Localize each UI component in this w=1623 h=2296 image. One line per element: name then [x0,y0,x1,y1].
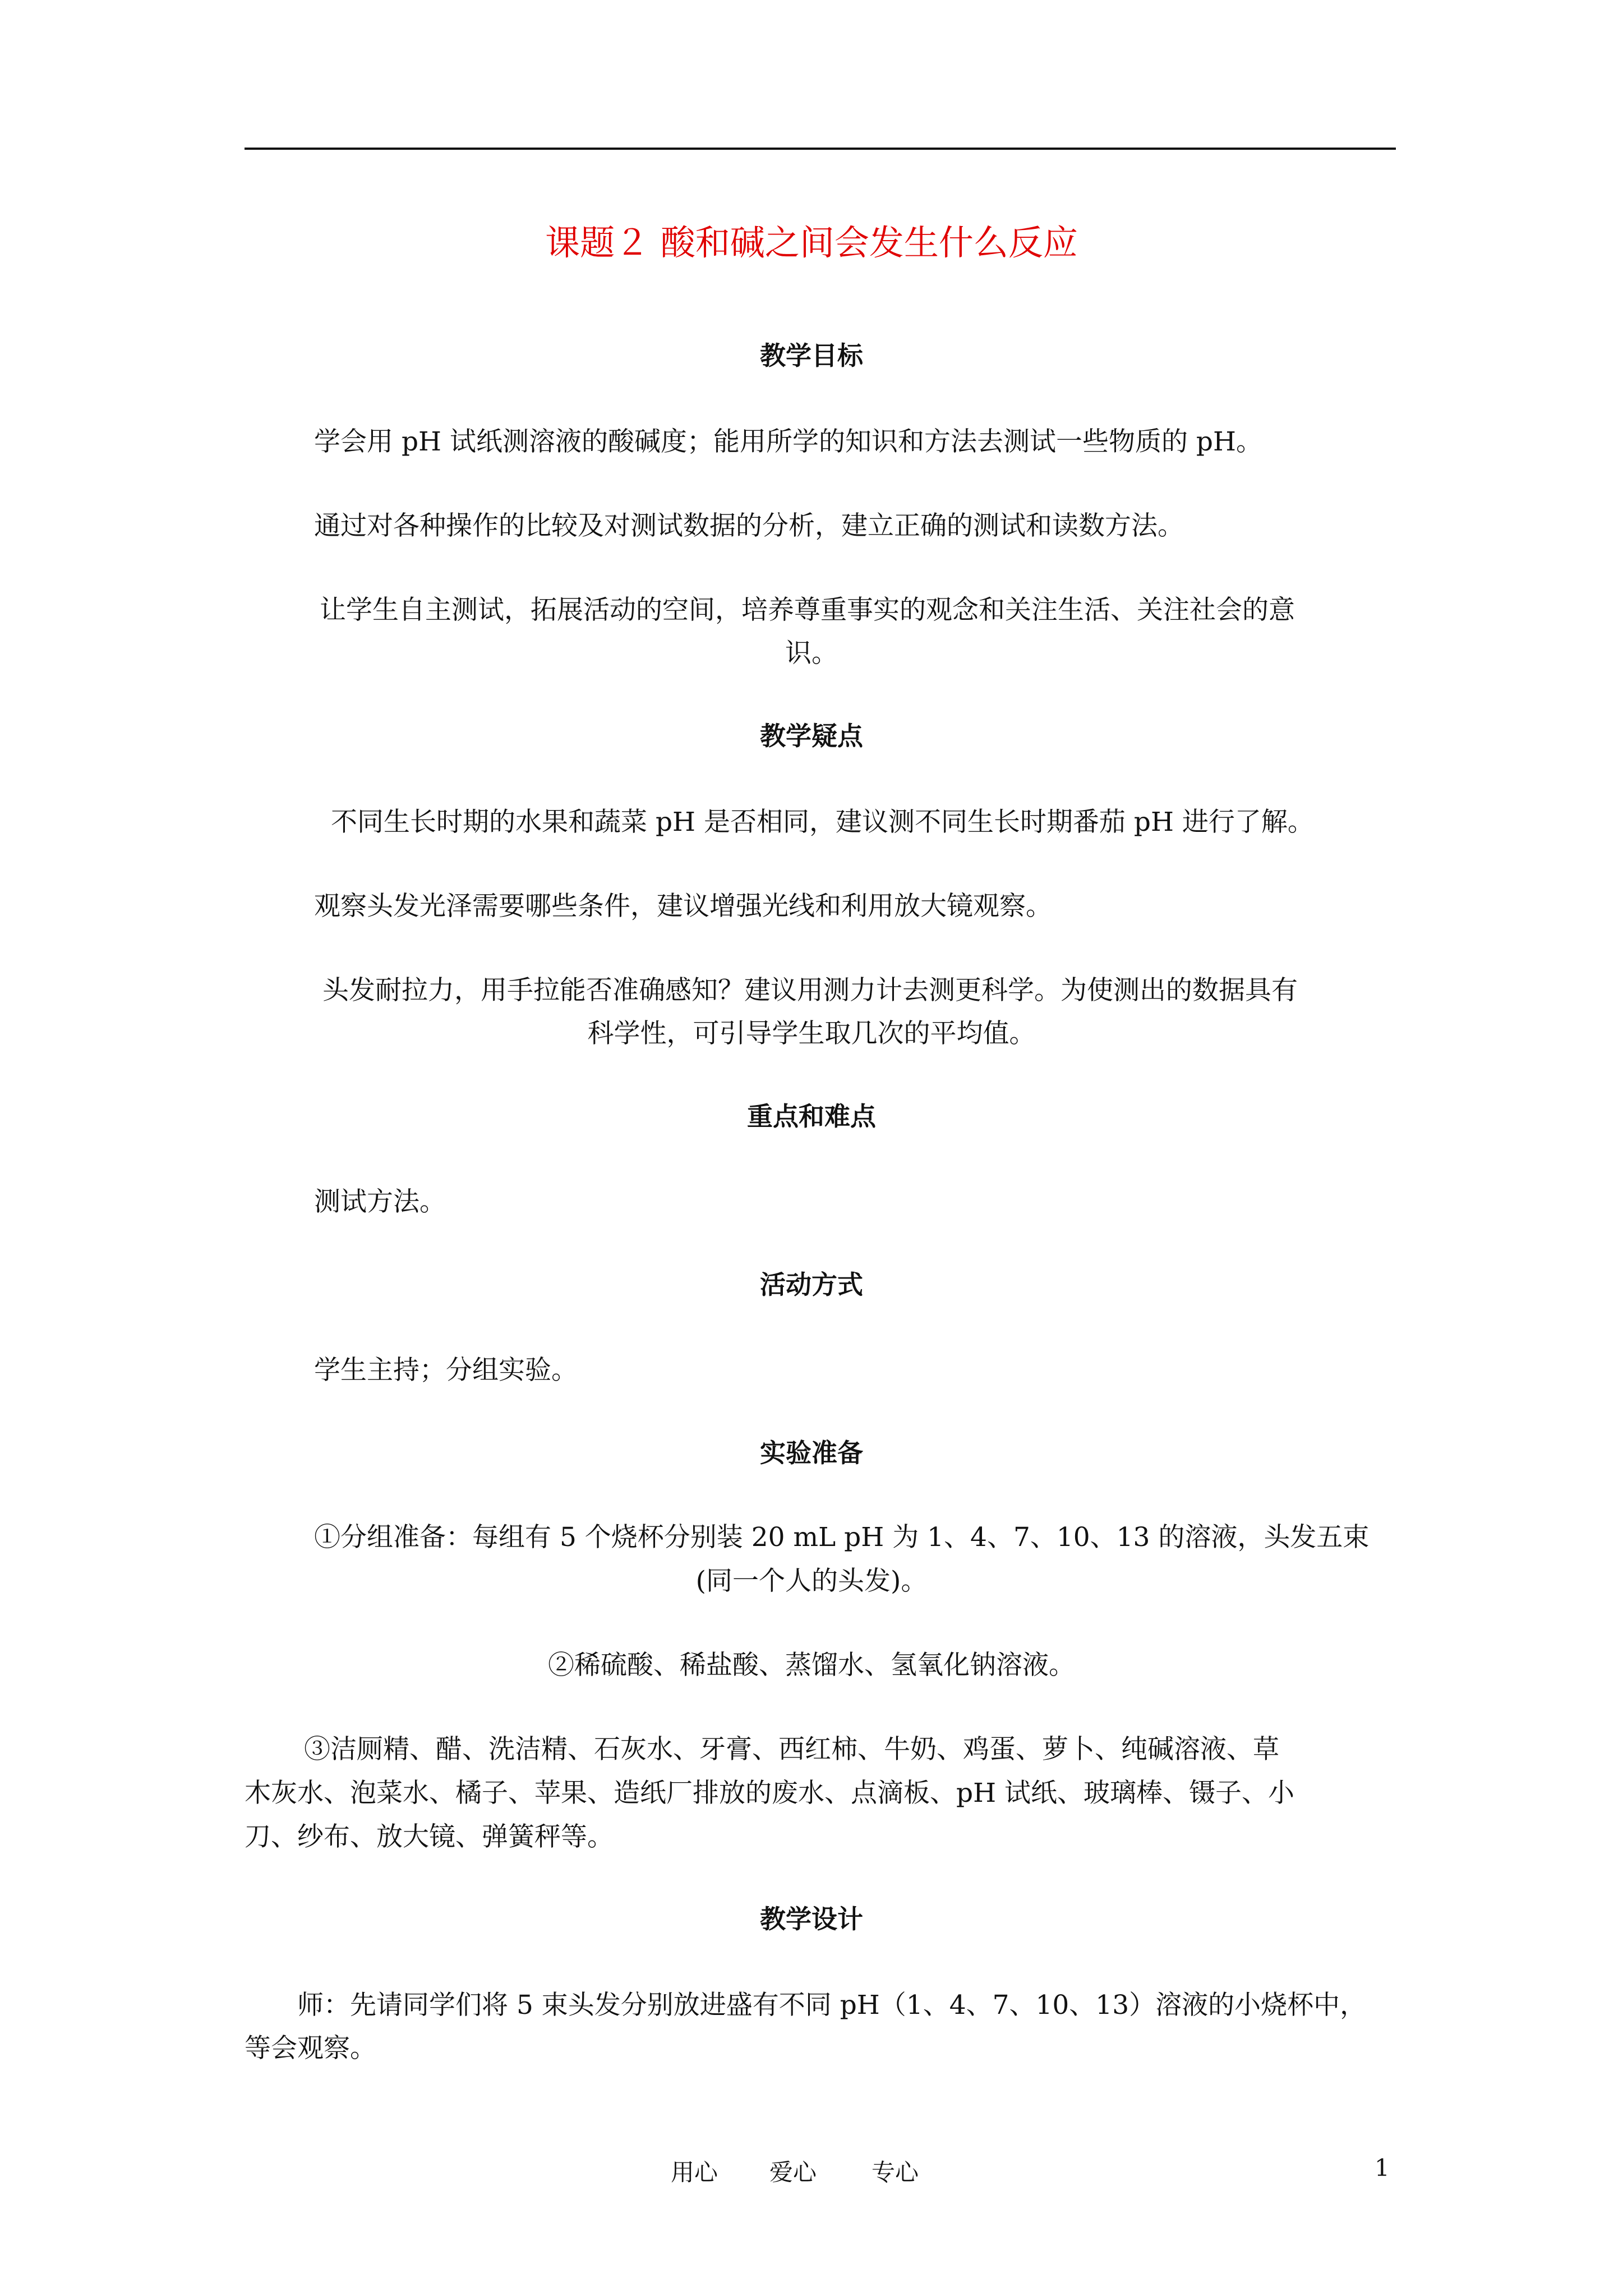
header-rule [245,148,1396,150]
prep-item-1-line-1: ①分组准备：每组有 5 个烧杯分别装 20 mL pH 为 1、4、7、10、13 的溶液，头发五束 [314,1522,1370,1553]
prep-item-1-line-2: (同一个人的头发)。 [695,1566,928,1596]
heading-teaching-goals: 教学目标 [760,341,863,371]
heading-key-points: 重点和难点 [747,1101,876,1131]
prep-item-3-line-1: ③洁厕精、醋、洗洁精、石灰水、牙膏、西红柿、牛奶、鸡蛋、萝卜、纯碱溶液、草 [304,1734,1279,1765]
heading-activity-mode: 活动方式 [760,1269,863,1300]
doubts-paragraph-3-line-2: 科学性，可引导学生取几次的平均值。 [587,1018,1036,1049]
page-title: 课题２ 酸和碱之间会发生什么反应 [545,222,1078,263]
heading-experiment-prep: 实验准备 [760,1438,863,1468]
key-paragraph: 测试方法。 [314,1186,446,1217]
footer-motto-2: 爱心 [769,2159,817,2186]
goals-paragraph-1: 学会用 pH 试纸测溶液的酸碱度；能用所学的知识和方法去测试一些物质的 pH。 [314,426,1262,457]
design-paragraph-line-2: 等会观察。 [245,2033,376,2064]
design-paragraph-line-1: 师：先请同学们将 5 束头发分别放进盛有不同 pH（1、4、7、10、13）溶液的小烧杯中， [297,1990,1367,2021]
activity-paragraph: 学生主持；分组实验。 [314,1355,578,1386]
heading-teaching-design: 教学设计 [760,1904,863,1934]
prep-item-3-line-3: 刀、纱布、放大镜、弹簧秤等。 [245,1821,614,1852]
doubts-paragraph-2: 观察头发光泽需要哪些条件，建议增强光线和利用放大镜观察。 [314,891,1052,922]
prep-item-3-line-2: 木灰水、泡菜水、橘子、苹果、造纸厂排放的废水、点滴板、pH 试纸、玻璃棒、镊子、小 [245,1778,1295,1809]
doubts-paragraph-3-line-1: 头发耐拉力，用手拉能否准确感知？建议用测力计去测更科学。为使测出的数据具有 [322,975,1298,1006]
page-number: 1 [1375,2154,1390,2182]
footer-motto-1: 用心 [671,2159,718,2186]
goals-paragraph-3-line-1: 让学生自主测试，拓展活动的空间，培养尊重事实的观念和关注生活、关注社会的意 [320,595,1295,625]
goals-paragraph-2: 通过对各种操作的比较及对测试数据的分析，建立正确的测试和读数方法。 [314,510,1184,541]
goals-paragraph-3-line-2: 识。 [785,638,838,669]
heading-teaching-doubts: 教学疑点 [760,721,863,751]
doubts-paragraph-1: 不同生长时期的水果和蔬菜 pH 是否相同，建议测不同生长时期番茄 pH 进行了解。 [331,807,1314,838]
prep-item-2: ②稀硫酸、稀盐酸、蒸馏水、氢氧化钠溶液。 [548,1650,1075,1681]
footer-motto-3: 专心 [872,2159,919,2186]
